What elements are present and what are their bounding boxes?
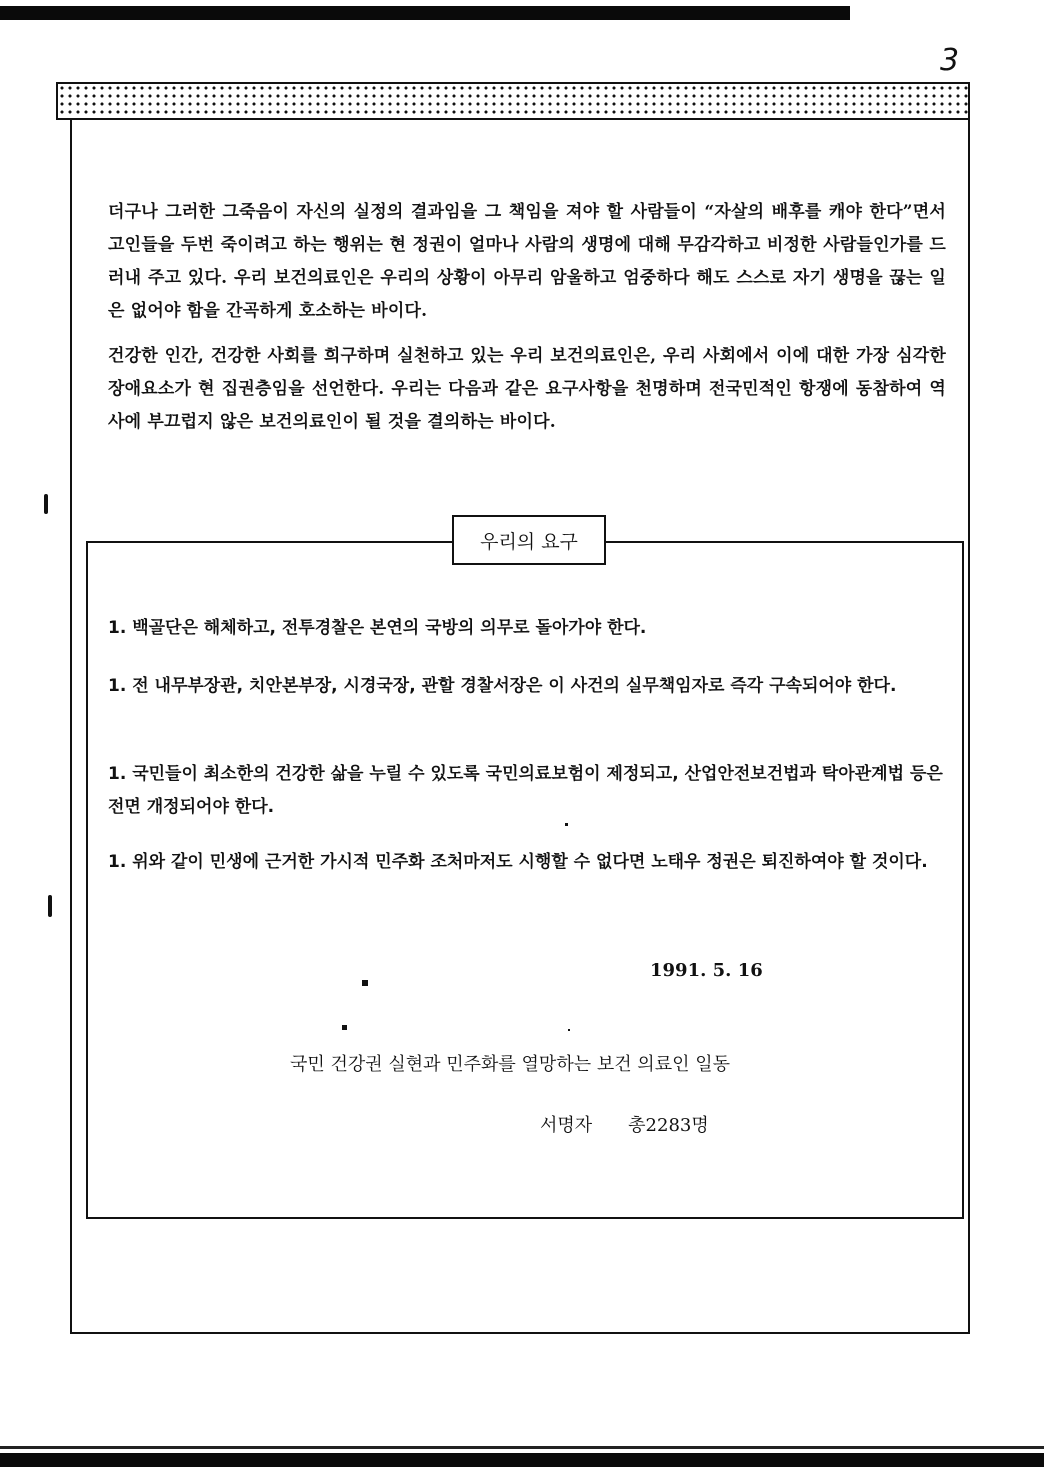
bottom-scan-border-thin xyxy=(0,1446,1044,1449)
body-paragraph-1: 더구나 그러한 그죽음이 자신의 실정의 결과임을 그 책임을 져야 할 사람들이 “자살의 배후를 캐야 한다”면서 고인들을 두번 죽이려고 하는 행위는 현 정권이 얼마나 사람의 생명에 대해 무감각하고 비정한 사람들인가를 드러내 주고 있다. 우리 보건의료인은 우리의 상황이 아무리 암울하고 엄중하다 해도 스스로 자기 생명을 끊는 일은 없어야 함을 간곡하게 호소하는 바이다. xyxy=(108,202,946,321)
signers-label: 서명자 xyxy=(540,1115,593,1136)
scan-speck xyxy=(568,1029,570,1031)
signers-line xyxy=(540,1111,709,1137)
demands-title: 우리의 요구 xyxy=(452,515,606,565)
margin-mark xyxy=(44,494,48,514)
scan-speck xyxy=(565,823,568,826)
bottom-scan-border xyxy=(0,1453,1044,1467)
demand-item: 1. 국민들이 최소한의 건강한 삶을 누릴 수 있도록 국민의료보험이 제정되고, 산업안전보건법과 탁아관계법 등은 전면 개정되어야 한다. xyxy=(108,764,943,817)
top-scan-border xyxy=(0,6,850,20)
document-date: 1991. 5. 16 xyxy=(650,960,763,981)
scan-speck xyxy=(362,980,368,986)
dotted-header-band xyxy=(56,82,970,120)
margin-mark xyxy=(48,895,52,917)
page-number: 3 xyxy=(940,43,960,78)
body-paragraph-2: 건강한 인간, 건강한 사회를 희구하며 실천하고 있는 우리 보건의료인은, 우리 사회에서 이에 대한 가장 심각한 장애요소가 현 집권층임을 선언한다. 우리는 다음과 같은 요구사항을 천명하며 전국민적인 항쟁에 동참하여 역사에 부끄럽지 않은 보건의료인이 될 것을 결의하는 바이다. xyxy=(108,346,946,432)
signers-count: 총2283명 xyxy=(628,1115,709,1136)
signatory-line: 국민 건강권 실현과 민주화를 열망하는 보건 의료인 일동 xyxy=(290,1054,730,1075)
demand-item: 1. 백골단은 해체하고, 전투경찰은 본연의 국방의 의무로 돌아가야 한다. xyxy=(108,618,647,638)
demand-item: 1. 위와 같이 민생에 근거한 가시적 민주화 조처마저도 시행할 수 없다면 노태우 정권은 퇴진하여야 할 것이다. xyxy=(108,852,928,872)
scan-speck xyxy=(342,1025,347,1030)
demand-item: 1. 전 내무부장관, 치안본부장, 시경국장, 관할 경찰서장은 이 사건의 실무책임자로 즉각 구속되어야 한다. xyxy=(108,676,897,696)
